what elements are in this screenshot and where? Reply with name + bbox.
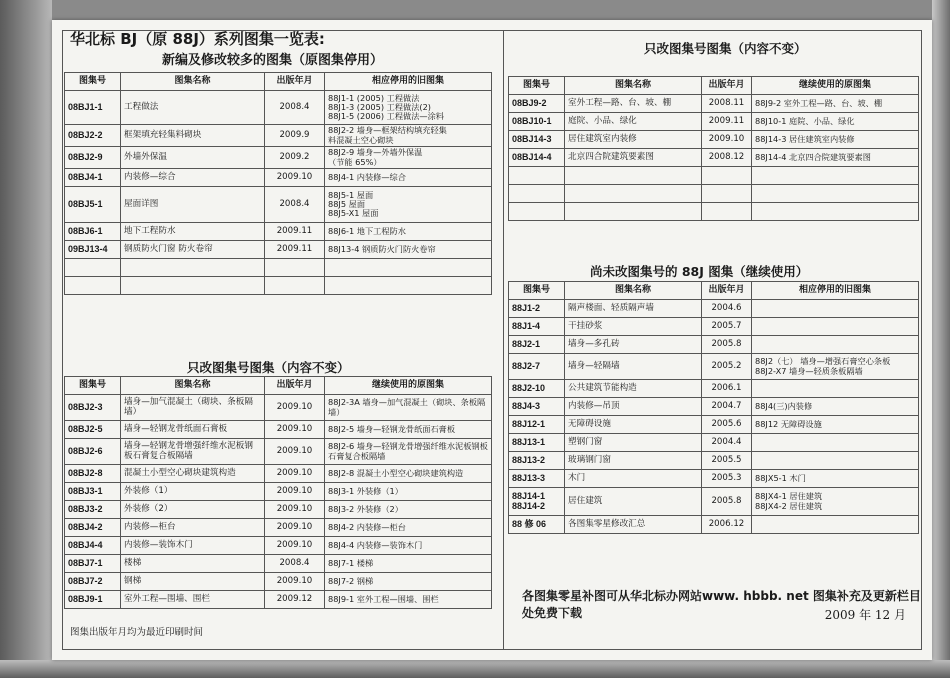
table-row — [65, 241, 492, 259]
cell-name: 木门 — [565, 470, 702, 488]
cell-old — [752, 300, 919, 318]
table-row — [509, 380, 919, 398]
cell-old: 88J7-2 钢梯 — [325, 573, 492, 591]
cell-name: 墙身—轻钢龙骨增强纤维水泥板钢板石膏复合板隔墙 — [121, 439, 265, 465]
table-row — [65, 501, 492, 519]
table-rename-left — [64, 376, 492, 609]
table-row — [65, 573, 492, 591]
header-continued: 继续使用的原图集 — [325, 377, 492, 395]
header-date: 出版年月 — [702, 282, 752, 300]
cell-date: 2004.6 — [702, 300, 752, 318]
cell-date: 2009.10 — [265, 465, 325, 483]
table-row — [65, 395, 492, 421]
table-row — [65, 537, 492, 555]
cell-name: 庭院、小品、绿化 — [565, 113, 702, 131]
cell-old — [752, 185, 919, 203]
header-name: 图集名称 — [121, 73, 265, 91]
table-row — [509, 516, 919, 534]
cell-old: 88J2-5 墙身—轻钢龙骨纸面石膏板 — [325, 421, 492, 439]
cell-old — [752, 434, 919, 452]
table-header-row — [65, 377, 492, 395]
table-row — [509, 300, 919, 318]
table-row — [65, 259, 492, 277]
cell-name: 内装修—综合 — [121, 169, 265, 187]
cell-name: 钢梯 — [121, 573, 265, 591]
cell-old: 88J1-1 (2005) 工程做法 88J1-3 (2005) 工程做法(2) 88J1-5 (2006) 工程做法—涂料 — [325, 91, 492, 125]
section-title-unchanged: 尚未改图集号的 88J 图集（继续使用） — [590, 264, 809, 279]
cell-old — [752, 318, 919, 336]
cell-old: 88JX4-1 居住建筑 88JX4-2 居住建筑 — [752, 488, 919, 516]
header-code: 图集号 — [65, 377, 121, 395]
cell-date: 2008.12 — [702, 149, 752, 167]
cell-name: 各图集零星修改汇总 — [565, 516, 702, 534]
header-code: 图集号 — [509, 282, 565, 300]
cell-date: 2006.1 — [702, 380, 752, 398]
cell-code: 08BJ2-6 — [65, 439, 121, 465]
table-header-row — [509, 282, 919, 300]
cell-code: 09BJ13-4 — [65, 241, 121, 259]
section-title-rename-right: 只改图集号图集（内容不变） — [644, 41, 807, 56]
table-row — [509, 113, 919, 131]
header-code: 图集号 — [65, 73, 121, 91]
cell-code — [509, 185, 565, 203]
cell-date: 2009.9 — [265, 125, 325, 147]
cell-code — [509, 203, 565, 221]
cell-name: 隔声楼面、轻质隔声墙 — [565, 300, 702, 318]
table-row — [65, 277, 492, 295]
cell-code: 08BJ2-3 — [65, 395, 121, 421]
table-row — [509, 203, 919, 221]
header-name: 图集名称 — [565, 282, 702, 300]
cell-code: 88J2-10 — [509, 380, 565, 398]
cell-old — [325, 277, 492, 295]
cell-name: 无障碍设施 — [565, 416, 702, 434]
header-name: 图集名称 — [565, 77, 702, 95]
table-header-row — [509, 77, 919, 95]
cell-date: 2009.11 — [265, 223, 325, 241]
footnote: 图集出版年月均为最近印刷时间 — [70, 627, 204, 638]
header-name: 图集名称 — [121, 377, 265, 395]
cell-code: 08BJ2-8 — [65, 465, 121, 483]
cell-old — [752, 380, 919, 398]
table-new-atlases — [64, 72, 492, 295]
cell-old — [752, 516, 919, 534]
table-row — [509, 318, 919, 336]
cell-code: 08BJ6-1 — [65, 223, 121, 241]
cell-old: 88J2-9 墙身—外墙外保温 （节能 65%） — [325, 147, 492, 169]
header-continued: 继续使用的原图集 — [752, 77, 919, 95]
cell-code: 08BJ14-4 — [509, 149, 565, 167]
cell-name: 室外工程—路、台、坡、棚 — [565, 95, 702, 113]
cell-code: 08BJ7-1 — [65, 555, 121, 573]
cell-old: 88J14-4 北京四合院建筑要素图 — [752, 149, 919, 167]
cell-name: 室外工程—围墙、围栏 — [121, 591, 265, 609]
cell-date: 2005.2 — [702, 354, 752, 380]
cell-code: 08BJ9-2 — [509, 95, 565, 113]
cell-old — [752, 203, 919, 221]
table-row — [509, 167, 919, 185]
header-code: 图集号 — [509, 77, 565, 95]
table-row — [509, 434, 919, 452]
cell-old — [325, 259, 492, 277]
cell-date: 2009.12 — [265, 591, 325, 609]
cell-name: 墙身—多孔砖 — [565, 336, 702, 354]
table-row — [509, 185, 919, 203]
cell-code: 88J4-3 — [509, 398, 565, 416]
cell-old: 88J2（七） 墙身—增强石膏空心条板 88J2-X7 墙身—轻质条板隔墙 — [752, 354, 919, 380]
cell-old: 88J14-3 居住建筑室内装修 — [752, 131, 919, 149]
table-row — [65, 125, 492, 147]
cell-name — [565, 203, 702, 221]
cell-date: 2005.7 — [702, 318, 752, 336]
header-date: 出版年月 — [265, 377, 325, 395]
cell-code: 88J2-7 — [509, 354, 565, 380]
cell-date: 2009.11 — [265, 241, 325, 259]
cell-old — [752, 336, 919, 354]
table-row — [65, 223, 492, 241]
table-row — [65, 187, 492, 223]
cell-code: 08BJ10-1 — [509, 113, 565, 131]
cell-date — [702, 167, 752, 185]
table-unchanged-88j — [508, 281, 919, 534]
table-row — [509, 95, 919, 113]
table-row — [65, 465, 492, 483]
cell-code: 88J13-2 — [509, 452, 565, 470]
table-row — [509, 336, 919, 354]
cell-name: 工程做法 — [121, 91, 265, 125]
cell-old: 88J3-2 外装修（2） — [325, 501, 492, 519]
cell-date — [702, 185, 752, 203]
cell-code: 88J2-1 — [509, 336, 565, 354]
cell-old: 88J2-6 墙身—轻钢龙骨增强纤维水泥板钢板石膏复合板隔墙 — [325, 439, 492, 465]
cell-name: 内装修—装饰木门 — [121, 537, 265, 555]
cell-old: 88J5-1 屋面 88J5 屋面 88J5-X1 屋面 — [325, 187, 492, 223]
cell-date: 2009.2 — [265, 147, 325, 169]
cell-old: 88J4(三)内装修 — [752, 398, 919, 416]
cell-name: 干挂砂浆 — [565, 318, 702, 336]
cell-name: 楼梯 — [121, 555, 265, 573]
cell-old: 88J2-3A 墙身—加气混凝土（砌块、条板隔墙） — [325, 395, 492, 421]
cell-code: 88J1-2 — [509, 300, 565, 318]
cell-name: 北京四合院建筑要素图 — [565, 149, 702, 167]
cell-date: 2009.11 — [702, 113, 752, 131]
cell-code: 88J12-1 — [509, 416, 565, 434]
table-row — [65, 421, 492, 439]
cell-date: 2009.10 — [265, 537, 325, 555]
cell-date: 2009.10 — [265, 439, 325, 465]
cell-date: 2009.10 — [265, 395, 325, 421]
table-row — [509, 416, 919, 434]
cell-date: 2009.10 — [265, 573, 325, 591]
table-row — [509, 452, 919, 470]
publish-date: 2009 年 12 月 — [824, 608, 906, 622]
cell-date: 2005.8 — [702, 336, 752, 354]
cell-old: 88JX5-1 木门 — [752, 470, 919, 488]
cell-code: 88J13-1 — [509, 434, 565, 452]
cell-date: 2008.4 — [265, 91, 325, 125]
cell-name: 墙身—加气混凝土（砌块、条板隔墙） — [121, 395, 265, 421]
table-rename-right — [508, 76, 919, 221]
cell-code — [65, 259, 121, 277]
cell-name: 钢质防火门窗 防火卷帘 — [121, 241, 265, 259]
cell-date: 2004.7 — [702, 398, 752, 416]
cell-code: 88 修 06 — [509, 516, 565, 534]
cell-old — [752, 167, 919, 185]
header-date: 出版年月 — [702, 77, 752, 95]
cell-name: 混凝土小型空心砌块建筑构造 — [121, 465, 265, 483]
cell-date: 2005.8 — [702, 488, 752, 516]
cell-old: 88J10-1 庭院、小品、绿化 — [752, 113, 919, 131]
cell-name: 玻璃钢门窗 — [565, 452, 702, 470]
cell-date: 2009.10 — [265, 519, 325, 537]
header-replaced: 相应停用的旧图集 — [325, 73, 492, 91]
column-divider — [503, 31, 504, 649]
download-note: 各图集零星补图可从华北标办网站www. hbbb. net 图集补充及更新栏目处免费下载 — [522, 589, 921, 620]
cell-date: 2009.10 — [702, 131, 752, 149]
cell-code: 08BJ3-1 — [65, 483, 121, 501]
table-row — [65, 483, 492, 501]
cell-date: 2009.10 — [265, 501, 325, 519]
book-edge-bottom — [0, 660, 950, 678]
cell-code: 08BJ2-2 — [65, 125, 121, 147]
cell-date: 2005.3 — [702, 470, 752, 488]
cell-old: 88J2-2 墙身—框架结构填充轻集 料混凝土空心砌块 — [325, 125, 492, 147]
table-row — [65, 439, 492, 465]
cell-code: 08BJ2-5 — [65, 421, 121, 439]
document-page — [52, 20, 932, 660]
table-header-row — [65, 73, 492, 91]
cell-old: 88J13-4 钢质防火门防火卷帘 — [325, 241, 492, 259]
table-row — [65, 169, 492, 187]
table-row — [65, 147, 492, 169]
table-row — [65, 591, 492, 609]
cell-code: 08BJ4-4 — [65, 537, 121, 555]
cell-old: 88J6-1 地下工程防水 — [325, 223, 492, 241]
cell-name: 塑钢门窗 — [565, 434, 702, 452]
cell-name: 地下工程防水 — [121, 223, 265, 241]
cell-code: 88J13-3 — [509, 470, 565, 488]
table-row — [65, 91, 492, 125]
cell-name: 居住建筑 — [565, 488, 702, 516]
cell-date: 2009.10 — [265, 169, 325, 187]
cell-name — [121, 259, 265, 277]
cell-name — [121, 277, 265, 295]
section-title-new: 新编及修改较多的图集（原图集停用） — [162, 53, 384, 68]
cell-name — [565, 167, 702, 185]
cell-date: 2008.4 — [265, 555, 325, 573]
table-row — [509, 470, 919, 488]
cell-old: 88J3-1 外装修（1） — [325, 483, 492, 501]
cell-date: 2005.5 — [702, 452, 752, 470]
cell-name: 屋面详图 — [121, 187, 265, 223]
cell-date: 2008.4 — [265, 187, 325, 223]
cell-code: 08BJ3-2 — [65, 501, 121, 519]
cell-date: 2005.6 — [702, 416, 752, 434]
table-row — [509, 398, 919, 416]
table-row — [65, 519, 492, 537]
table-row — [509, 488, 919, 516]
cell-code: 08BJ7-2 — [65, 573, 121, 591]
page-title: 华北标 BJ（原 88J）系列图集一览表: — [70, 30, 325, 48]
cell-date — [265, 259, 325, 277]
cell-old: 88J9-1 室外工程—围墙、围栏 — [325, 591, 492, 609]
table-row — [509, 131, 919, 149]
cell-code: 08BJ1-1 — [65, 91, 121, 125]
cell-code: 08BJ2-9 — [65, 147, 121, 169]
table-row — [509, 149, 919, 167]
cell-code: 08BJ14-3 — [509, 131, 565, 149]
cell-date: 2009.10 — [265, 421, 325, 439]
table-row — [509, 354, 919, 380]
cell-name: 公共建筑节能构造 — [565, 380, 702, 398]
section-title-rename-left: 只改图集号图集（内容不变） — [187, 360, 350, 375]
cell-code — [509, 167, 565, 185]
cell-old: 88J4-2 内装修—柜台 — [325, 519, 492, 537]
cell-old — [752, 452, 919, 470]
cell-code: 08BJ5-1 — [65, 187, 121, 223]
cell-old: 88J12 无障碍设施 — [752, 416, 919, 434]
cell-old: 88J4-4 内装修—装饰木门 — [325, 537, 492, 555]
cell-code: 88J1-4 — [509, 318, 565, 336]
header-date: 出版年月 — [265, 73, 325, 91]
cell-code: 08BJ4-2 — [65, 519, 121, 537]
cell-name: 墙身—轻钢龙骨纸面石膏板 — [121, 421, 265, 439]
cell-date — [702, 203, 752, 221]
cell-date: 2006.12 — [702, 516, 752, 534]
cell-code: 88J14-1 88J14-2 — [509, 488, 565, 516]
cell-name: 框架填充轻集料砌块 — [121, 125, 265, 147]
cell-date: 2004.4 — [702, 434, 752, 452]
book-gutter — [0, 0, 52, 678]
cell-name: 居住建筑室内装修 — [565, 131, 702, 149]
header-replaced: 相应停用的旧图集 — [752, 282, 919, 300]
cell-code: 08BJ9-1 — [65, 591, 121, 609]
cell-name: 外装修（1） — [121, 483, 265, 501]
cell-code — [65, 277, 121, 295]
cell-date: 2008.11 — [702, 95, 752, 113]
cell-old: 88J7-1 楼梯 — [325, 555, 492, 573]
book-edge-right — [932, 0, 950, 678]
cell-old: 88J9-2 室外工程—路、台、坡、棚 — [752, 95, 919, 113]
cell-date: 2009.10 — [265, 483, 325, 501]
cell-date — [265, 277, 325, 295]
cell-name: 外装修（2） — [121, 501, 265, 519]
cell-old: 88J4-1 内装修—综合 — [325, 169, 492, 187]
cell-name: 墙身—轻隔墙 — [565, 354, 702, 380]
cell-name: 外墙外保温 — [121, 147, 265, 169]
cell-code: 08BJ4-1 — [65, 169, 121, 187]
cell-name: 内装修—吊顶 — [565, 398, 702, 416]
cell-old: 88J2-8 混凝土小型空心砌块建筑构造 — [325, 465, 492, 483]
cell-name — [565, 185, 702, 203]
table-row — [65, 555, 492, 573]
cell-name: 内装修—柜台 — [121, 519, 265, 537]
